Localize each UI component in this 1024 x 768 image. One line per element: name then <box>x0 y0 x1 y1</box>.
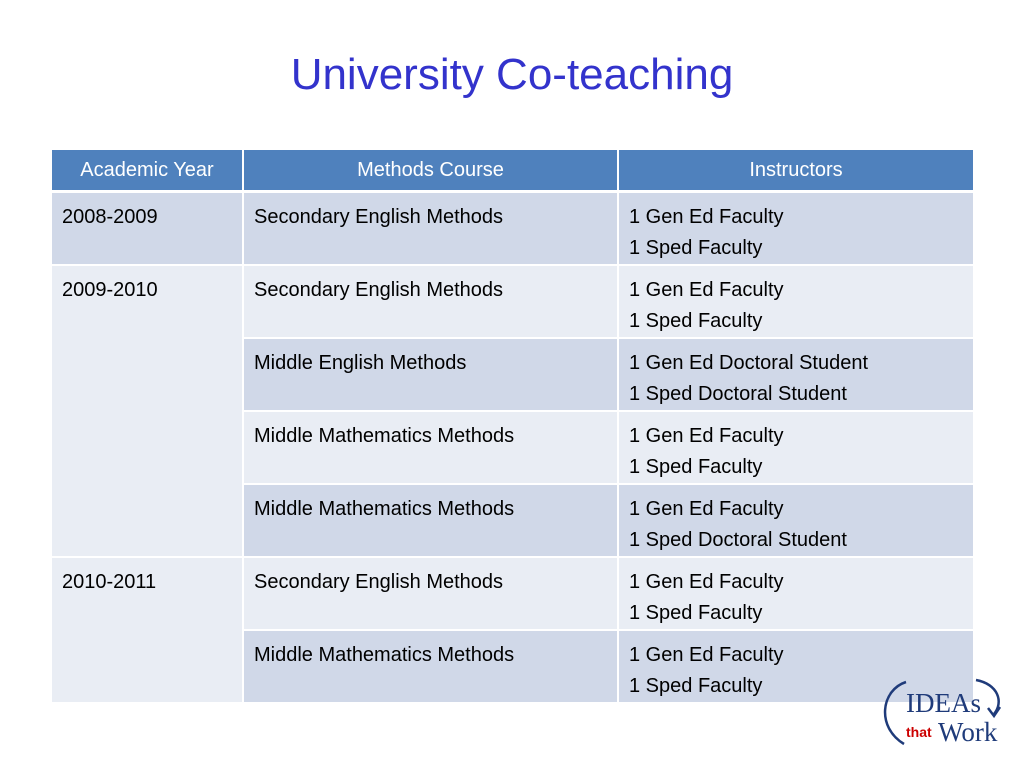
year-cell: 2009-2010 <box>52 265 243 557</box>
course-cell: Middle Mathematics Methods <box>243 630 618 703</box>
instructor-line: 1 Gen Ed Faculty <box>629 644 784 666</box>
instructor-line: 1 Sped Doctoral Student <box>629 529 847 551</box>
course-cell: Middle English Methods <box>243 338 618 411</box>
instructors-cell <box>618 484 973 557</box>
course-cell: Secondary English Methods <box>243 557 618 630</box>
course-cell: Secondary English Methods <box>243 265 618 338</box>
slide-title: University Co-teaching <box>290 50 734 99</box>
course-cell: Middle Mathematics Methods <box>243 484 618 557</box>
logo-word-work: Work <box>938 717 998 747</box>
table-row <box>52 192 973 266</box>
header-academic-year: Academic Year <box>52 150 243 192</box>
instructor-line: 1 Gen Ed Faculty <box>629 279 784 301</box>
instructor-line: 1 Sped Faculty <box>629 602 763 624</box>
table-row <box>52 557 973 630</box>
instructors-cell <box>618 265 973 338</box>
instructor-line: 1 Sped Faculty <box>629 675 763 697</box>
table-header-row <box>52 150 973 192</box>
ideas-that-work-logo <box>876 672 1006 750</box>
instructor-line: 1 Sped Faculty <box>629 237 763 259</box>
instructor-line: 1 Sped Faculty <box>629 310 763 332</box>
instructor-line: 1 Gen Ed Faculty <box>629 425 784 447</box>
instructors-cell <box>618 411 973 484</box>
instructors-cell <box>618 557 973 630</box>
header-instructors: Instructors <box>618 150 973 192</box>
logo-arc-left <box>885 682 906 744</box>
instructor-line: 1 Gen Ed Doctoral Student <box>629 352 869 374</box>
logo-word-ideas: IDEAs <box>906 688 981 718</box>
year-cell: 2008-2009 <box>52 192 243 266</box>
logo-arrowhead <box>988 707 1000 716</box>
instructor-line: 1 Gen Ed Faculty <box>629 206 784 228</box>
table-row <box>52 265 973 338</box>
instructor-line: 1 Sped Doctoral Student <box>629 383 847 405</box>
year-cell: 2010-2011 <box>52 557 243 703</box>
logo-word-that: that <box>906 724 932 740</box>
instructor-line: 1 Sped Faculty <box>629 456 763 478</box>
course-cell: Secondary English Methods <box>243 192 618 266</box>
header-methods-course: Methods Course <box>243 150 618 192</box>
instructors-cell <box>618 338 973 411</box>
course-cell: Middle Mathematics Methods <box>243 411 618 484</box>
instructor-line: 1 Gen Ed Faculty <box>629 571 784 593</box>
co-teaching-table <box>52 150 973 704</box>
instructors-cell <box>618 192 973 266</box>
instructor-line: 1 Gen Ed Faculty <box>629 498 784 520</box>
